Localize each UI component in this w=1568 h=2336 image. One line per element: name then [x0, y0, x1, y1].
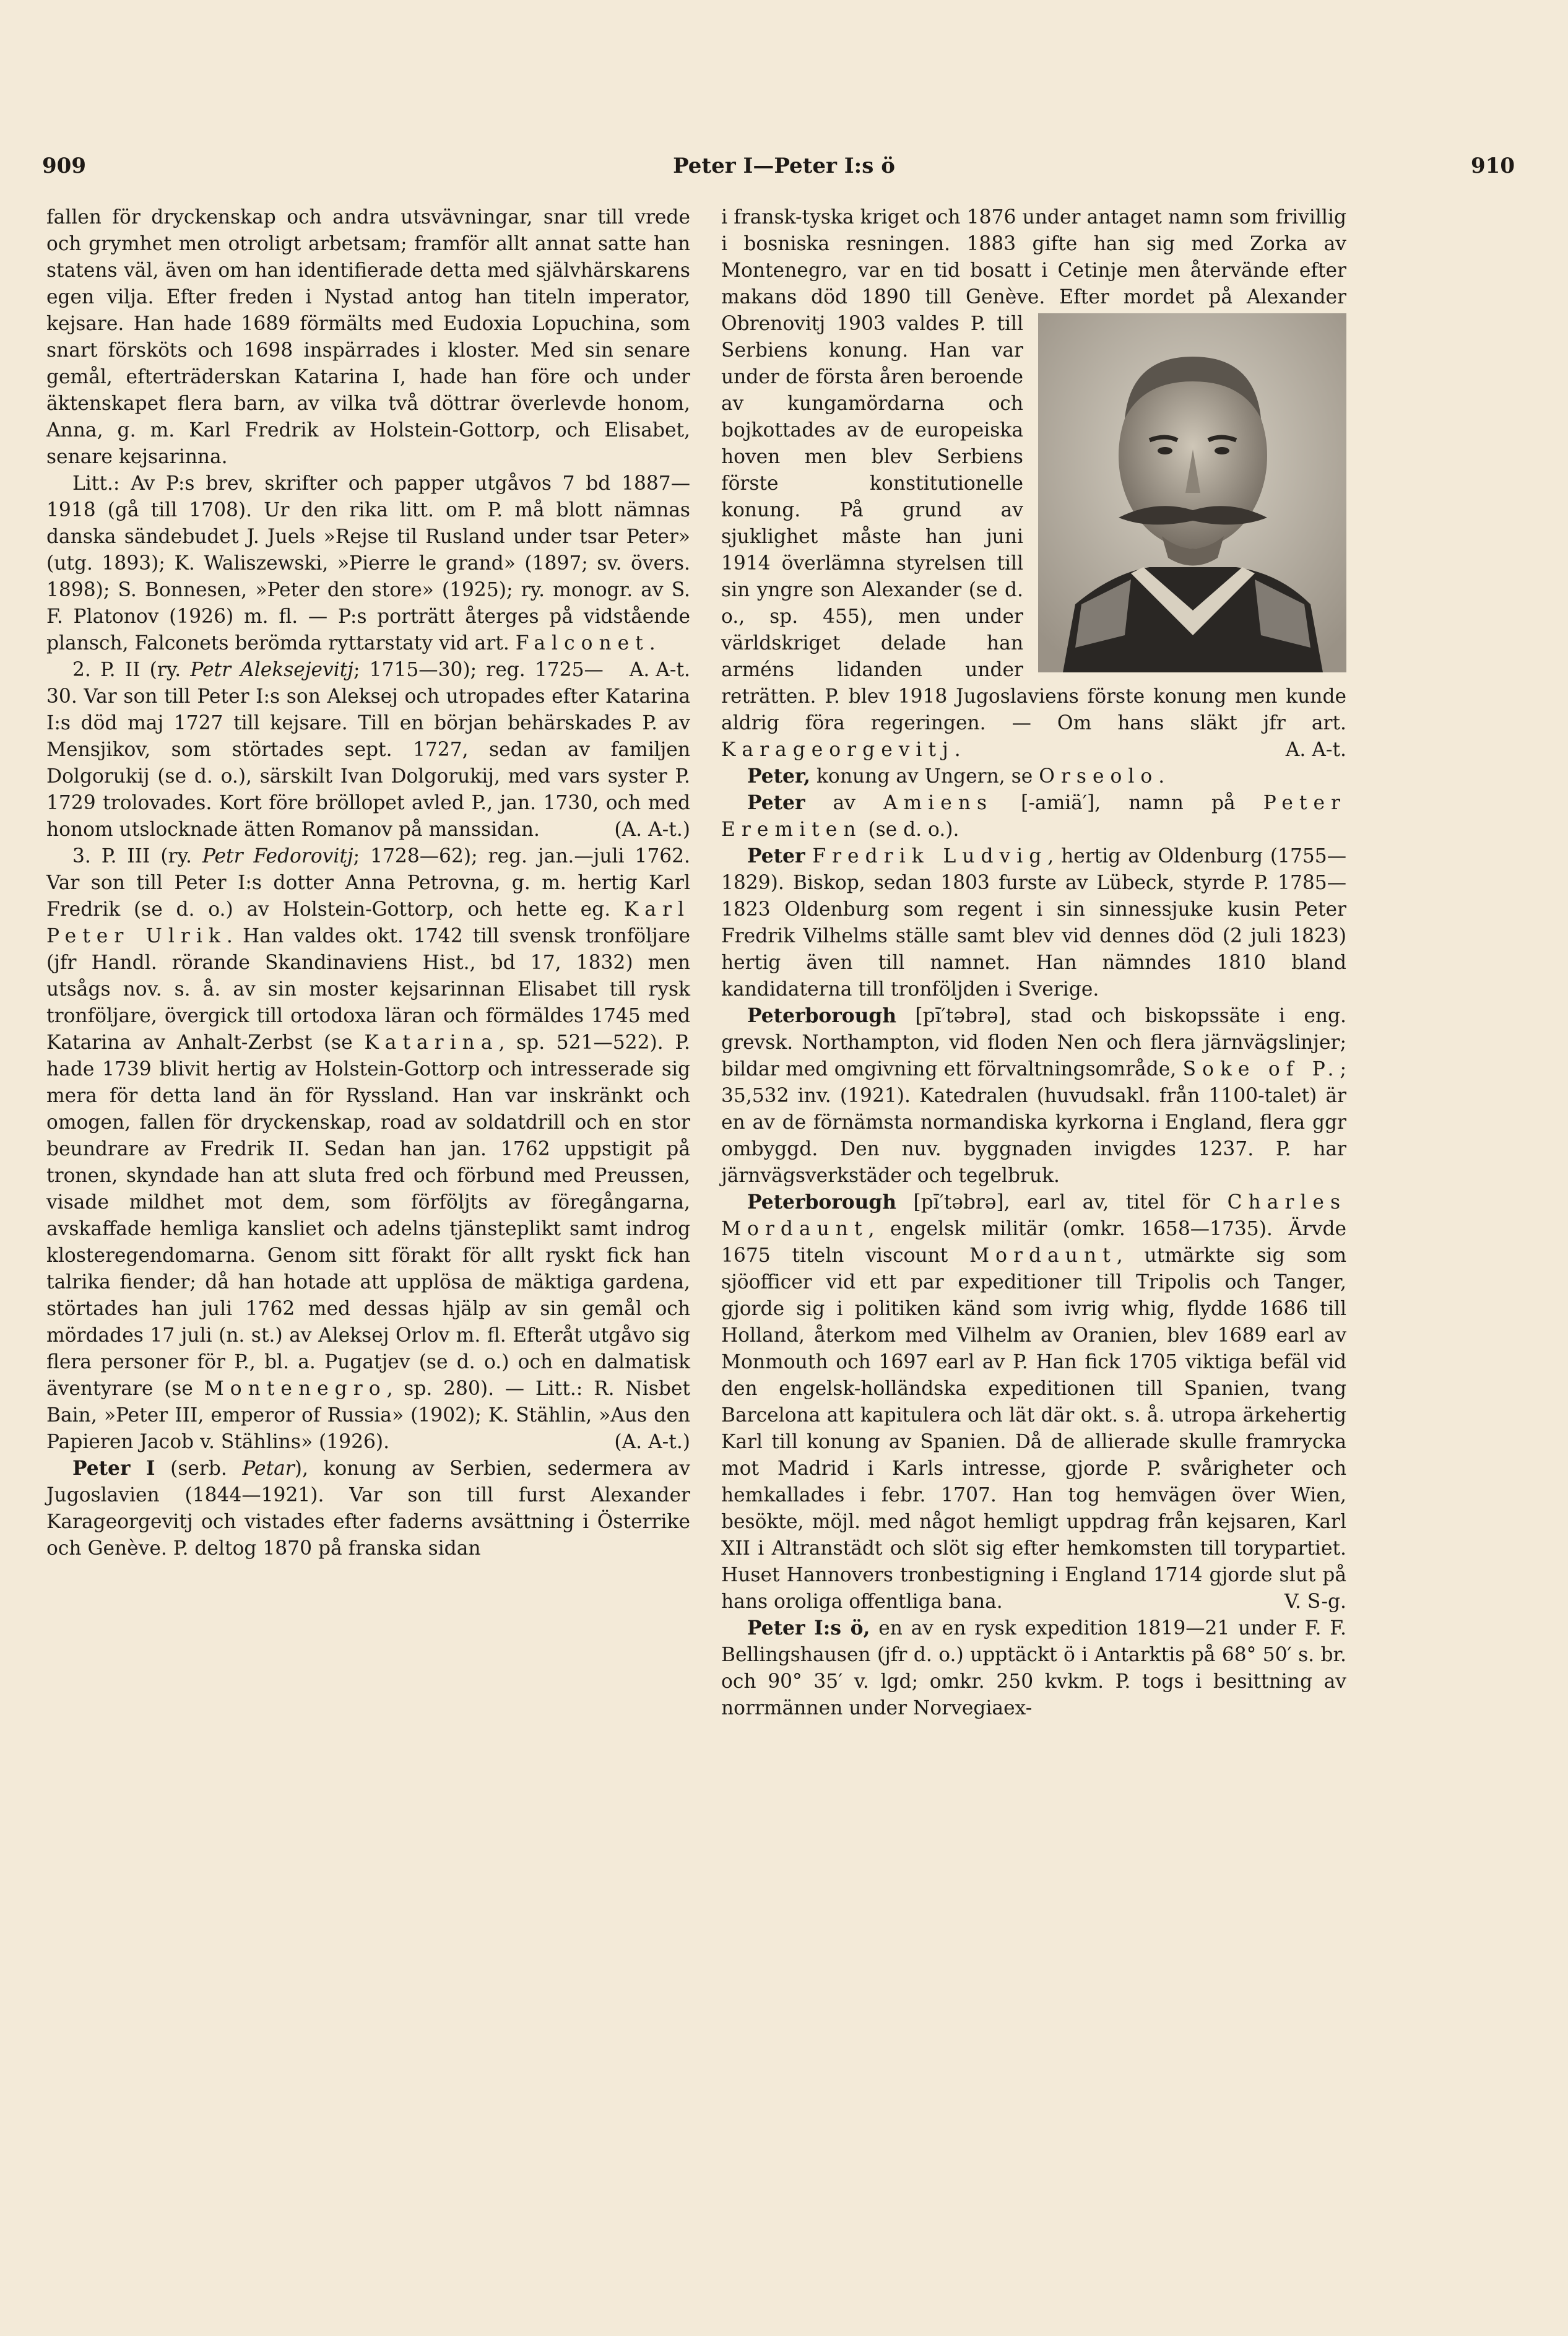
cross-reference: Charles Mordaunt	[721, 1191, 1347, 1240]
text: , hertig av Oldenburg (1755—1829). Biskop, sedan 1803 furste av Lübeck, styrde P. 1785—1823 Oldenburg som regent i sin sinnessjuke kusin Peter Fredrik Vilhelms ställe samt blev vid dennes död (2 juli 1823) hertig även till namnet. Han nämndes 1810 bland kandidaterna till tronföljden i Sverige.	[721, 845, 1347, 1001]
portrait-photo	[1038, 313, 1346, 672]
text: [pı̄′təbrə], stad och biskopssäte i eng. grevsk. Northampton, vid floden Nen och flera järnvägslinjer; bildar med omgivning ett förvaltningsområde,	[721, 1005, 1346, 1080]
cross-reference: Orseolo	[1039, 765, 1159, 788]
text: i fransk-tyska kriget och 1876 under antaget namn som frivillig i bosniska resningen. 1883 gifte han sig med Zorka av Montenegro, var en tid bosatt i Cetinje men återvände efter makans död 1890 till Genève. Efter mordet	[721, 206, 1346, 308]
entry-heading: Peter I	[72, 1457, 155, 1480]
header-title: Peter I—Peter I:s ö	[673, 154, 895, 178]
text: [-amiä′], namn på	[1021, 792, 1236, 814]
text: konung av Ungern, se	[816, 765, 1033, 788]
left-column	[46, 204, 690, 1562]
text: (se d. o.).	[868, 818, 959, 841]
cross-reference: Katarina	[364, 1031, 499, 1054]
entry-heading: Peter	[747, 792, 805, 814]
entry-heading: Peterborough	[747, 1005, 896, 1027]
cross-reference: Karl Peter Ulrik	[46, 898, 691, 947]
entry-peterborough-earl	[721, 1189, 1346, 1615]
cross-reference: Mordaunt	[969, 1244, 1117, 1267]
text: , engelsk militär (omkr. 1658—1735). Ärvde 1675 titeln viscount	[721, 1218, 1346, 1267]
right-column	[721, 204, 1346, 1722]
text: , utmärkte sig som sjöofficer vid ett par expeditioner till Tripolis och Tanger, gjorde sig i politiken känd som ivrig whig, flydde 1686 till Holland, återkom med Vilhelm av Oranien, blev 1689 earl av Monmouth och 1697 earl av P. Han fick 1705 viktiga befäl vid den engelsk-holländska expeditionen till Spanien, tvang Barcelona att kapitulera och lät där okt. s. å. utropa ärkehertig Karl till konung av Spanien. Då de allierade skulle framrycka mot Madrid i Karls intresse, gjorde P. svårigheter och hemkallades i febr. 1707. Han tog hemvägen över Wien, besökte, möjl. med något hemligt uppdrag från kejsaren, Karl XII i Altranstädt och slöt sig efter hemkomsten till torypartiet. Huset Hannovers tronbestigning i England 1714 gjorde slut på hans oroliga offentliga bana.	[721, 1244, 1347, 1613]
signature: A. A-t.	[1285, 739, 1346, 761]
entry-peter-i-serbia	[46, 1456, 690, 1562]
text: en av en rysk expedition 1819—21 under F. F. Bellingshausen (jfr d. o.) upptäckt ö i Antarktis på 68° 50′ s. br. och 90° 35′ v. lgd; omkr. 250 kvkm. P. togs i besittning av norrmännen under Norvegiaex-	[721, 1617, 1347, 1719]
entry-peter-fredrik-ludvig	[721, 843, 1346, 1003]
page-number-right: 910	[1471, 154, 1515, 178]
page-number-left: 909	[42, 154, 86, 178]
cross-reference: Soke of P.	[1182, 1058, 1340, 1080]
text: [pı̄′təbrə], earl av, titel för	[913, 1191, 1211, 1214]
cross-reference: Fredrik Ludvig	[812, 845, 1048, 867]
original-name: Petr Aleksejevitj	[190, 659, 354, 681]
signature: V. S-g.	[1284, 1591, 1346, 1613]
text: (ry.	[160, 845, 192, 867]
original-name: Petar	[242, 1457, 295, 1480]
running-header	[0, 154, 1568, 191]
entry-heading: 2. P. II	[72, 659, 141, 681]
original-name: Petr Fedorovitj	[202, 845, 353, 867]
entry-heading: Peter	[747, 845, 805, 867]
entry-peter-amiens	[721, 790, 1346, 843]
cross-reference: Montenegro	[204, 1378, 387, 1400]
paragraph-peter-i-continued	[46, 204, 690, 471]
entry-peter-i-island	[721, 1615, 1346, 1722]
entry-heading: 3. P. III	[72, 845, 150, 867]
text: , sp. 521—522). P. hade 1739 blivit hertig av Holstein-Gottorp och intresserade sig mera för detta land än för Ryssland. Han var inskränkt och omogen, fallen för dryckenskap, road av soldatdrill och en stor beundrare av Fredrik II. Sedan han jan. 1762 uppstigit på tronen, skyndade han att sluta fred och förbund med Preussen, visade mildhet mot dem, som förföljts av föregångarna, avskaffade hemliga kansliet och adelns tjänsteplikt samt indrog klosteregendomarna. Genom sitt förakt för allt ryskt fick han talrika fiender; då han hotade att upplösa de mäktiga gardena, störtades han juli 1762 med dessas hjälp av sin gemål och mördades 17 juli (n. st.) av Aleksej Orlov m. fl. Efteråt utgåvo sig flera personer för P., bl. a. Pugatjev (se d. o.) och en dalmatisk äventyrare (se	[46, 1031, 690, 1400]
signature: (A. A-t.)	[614, 1431, 690, 1453]
cross-reference: Karageorgevitj	[721, 739, 955, 761]
entry-heading: Peter I:s ö,	[747, 1617, 870, 1639]
text: ; 1715—30); reg. 1725—30. Var son till Peter I:s son Aleksej och utropades efter Katarina I:s död maj 1727 till kejsare. Till en början behärskades P. av Mensjikov, som störtades sept. 1727, sedan av familjen Dolgorukij (se d. o.), särskilt Ivan Dolgorukij, med vars syster P. 1729 trolovades. Kort före bröllopet avled P., jan. 1730, och med honom utslocknade ätten Romanov på manssidan.	[46, 659, 690, 841]
text: på Alexander Obrenovitj 1903 valdes P. till Serbiens konung. Han var under de första åren beroende av kungamördarna och bojkottades av de europeiska hoven men blev Serbiens förste konstitutionelle konung. På grund av sjuklighet måste han juni 1914 överlämna styrelsen till sin yngre son Alexander (se d. o., sp. 455), men under världskriget delade han arméns lidanden under reträtten. P. blev 1918 Jugoslaviens förste konung men kunde aldrig föra regeringen. — Om hans släkt jfr art.	[721, 286, 1347, 734]
signature: A. A-t.	[629, 659, 690, 681]
text: ), konung av Serbien, sedermera av Jugoslavien (1844—1921). Var son till furst Alexander Karageorgevitj och vistades efter faderns avsättning i Österrike och Genève. P. deltog 1870 på franska sidan	[46, 1457, 691, 1560]
text: av	[833, 792, 855, 814]
cross-reference: Amiens	[883, 792, 994, 814]
entry-peter-ii	[46, 657, 690, 843]
text: (ry.	[149, 659, 181, 681]
entry-heading: Peterborough	[747, 1191, 896, 1214]
portrait-figure	[1038, 313, 1346, 672]
entry-peter-hungary: Peter, konung av Ungern, se Orseolo.	[747, 765, 1165, 788]
cross-reference: Falconet.	[515, 632, 662, 654]
text: Av P:s brev, skrifter och papper utgåvos 7 bd 1887—1918 (gå till 1708). Ur den rika litt. om P. må blott nämnas danska sändebudet J. Juels »Rejse til Rusland under tsar Peter» (utg. 1893); K. Waliszewski, »Pierre le grand» (1897; sv. övers. 1898); S. Bonnesen, »Peter den store» (1925); ry. monogr. av S. F. Platonov (1926) m. fl. — P:s porträtt återges på vidstående plansch, Falconets berömda ryttarstaty vid art.	[46, 472, 691, 654]
litt-label: Litt.:	[72, 472, 120, 495]
signature: (A. A-t.)	[614, 818, 690, 841]
cross-reference: Peter Eremiten	[721, 792, 1347, 841]
entry-heading: Peter,	[747, 765, 811, 788]
entry-peter-iii	[46, 843, 690, 1456]
entry-peterborough-city	[721, 1003, 1346, 1189]
text: fallen för dryckenskap och andra utsvävningar, snar till vrede och grymhet men otroligt arbetsam; framför allt annat satte han statens väl, även om han identifierade detta med självhärskarens egen vilja. Efter freden i Nystad antog han titeln imperator, kejsare. Han hade 1689 förmälts med Eudoxia Lopuchina, som snart försköts och 1698 inspärrades i kloster. Med sin senare gemål, efterträderskan Katarina I, hade han före och under äktenskapet flera barn, av vilka två döttrar överlevde honom, Anna, g. m. Karl Fredrik av Holstein-Gottorp, och Elisabet, senare kejsarinna.	[46, 206, 690, 468]
paragraph-peter-i-serbia-continued: i fransk-tyska kriget och 1876 under antaget namn som frivillig i bosniska resningen. 1883 gifte han sig med Zorka av Montenegro, var en tid bosatt i Cetinje men återvände efter makans död 1890 till Genève. Efter mordet på Alexander Obrenovitj 1903 valdes P. till Serbiens konung. Han var under de första åren beroende av kungamördarna och bojkottades av de europeiska hoven men blev Serbiens förste konstitutionelle konung. På grund av sjuklighet måste han juni 1914 överlämna styrelsen till sin yngre son Alexander (se d. o., sp. 455), men under världskriget delade han arméns lidanden under reträtten. P. blev 1918 Jugoslaviens förste konung men kunde aldrig föra regeringen. — Om hans släkt jfr art. Karageorgevitj. A. A-t.	[721, 204, 1346, 763]
text: (serb.	[170, 1457, 227, 1480]
text: ; 35,532 inv. (1921). Katedralen (huvudsakl. från 1100-talet) är en av de förnämsta normandiska kyrkorna i England, flera ggr ombyggd. Den nuv. byggnaden invigdes 1237. P. har järnvägsverkstäder och tegelbruk.	[721, 1058, 1346, 1187]
text: , sp. 280). — Litt.: R. Nisbet Bain, »Peter III, emperor of Russia» (1902); K. Stählin, »Aus den Papieren Jacob v. Stählins» (1926).	[46, 1378, 690, 1453]
text: . Han valdes okt. 1742 till svensk tronföljare (jfr Handl. rörande Skandinaviens Hist., bd 17, 1832) men utsågs nov. s. å. av sin moster kejsarinnan Elisabet till rysk tronföljare, övergick till ortodoxa läran och förmäldes 1745 med Katarina av Anhalt-Zerbst (se	[46, 925, 690, 1054]
text: ; 1728—62); reg. jan.—juli 1762. Var son till Peter I:s dotter Anna Petrovna, g. m. hertig Karl Fredrik (se d. o.) av Holstein-Gottorp, och hette eg.	[46, 845, 691, 921]
